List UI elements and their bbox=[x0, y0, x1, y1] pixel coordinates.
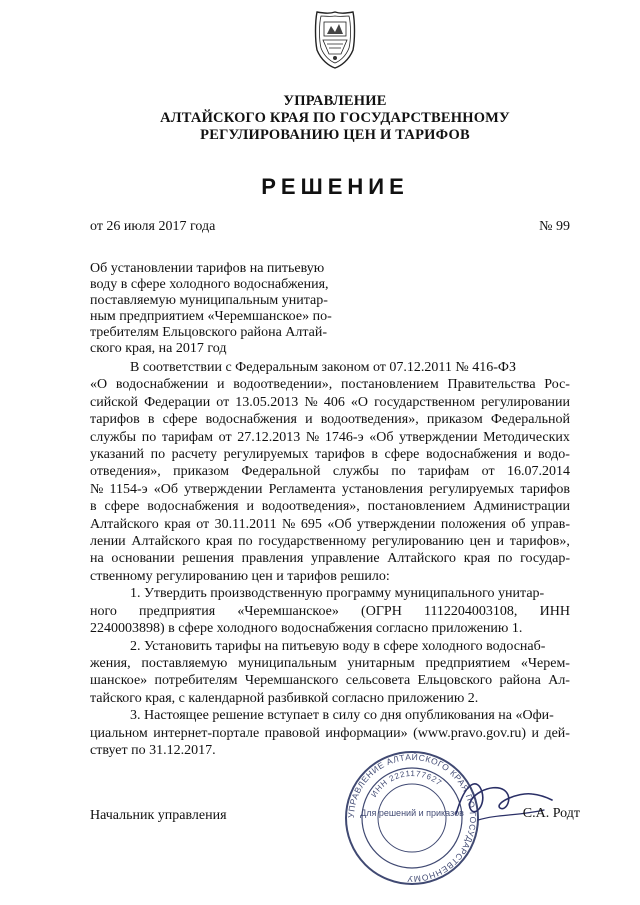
svg-text:ИНН 2221177627 bbox=[369, 769, 443, 799]
body-line: указаний по расчету регулируемых тарифов в сфере водоснабжения и водо- bbox=[90, 447, 570, 463]
body-line: циальном интернет-портале правовой информации» (www.pravo.gov.ru) и дей- bbox=[90, 725, 570, 741]
body-line: ного предприятия «Черемшанское» (ОГРН 1112204003108, ИНН bbox=[90, 603, 570, 619]
subject-line: воду в сфере холодного водоснабжения, bbox=[90, 277, 329, 292]
body-line: 1. Утвердить производственную программу муниципального унитар- bbox=[130, 586, 545, 602]
document-date: от 26 июля 2017 года bbox=[90, 219, 216, 234]
document-type-title: РЕШЕНИЕ bbox=[261, 174, 409, 199]
agency-line: УПРАВЛЕНИЕ bbox=[283, 93, 387, 109]
signer-name: С.А. Родт bbox=[522, 806, 580, 821]
body-line: ствует по 31.12.2017. bbox=[90, 742, 216, 758]
body-line: 2. Установить тарифы на питьевую воду в сфере холодного водоснаб- bbox=[130, 638, 546, 654]
agency-line: РЕГУЛИРОВАНИЮ ЦЕН И ТАРИФОВ bbox=[200, 127, 470, 143]
seal-inn-text: ИНН 2221177627 bbox=[369, 768, 444, 799]
body-line: «О водоснабжении и водоотведении», постановлением Правительства Рос- bbox=[90, 377, 570, 393]
body-line: жения, поставляемую муниципальным унитарным предприятием «Черем- bbox=[90, 655, 570, 671]
body-line: в сфере водоснабжения и водоотведения», постановлением Администрации bbox=[90, 499, 570, 515]
body-line: сийской Федерации от 13.05.2013 № 406 «О государственном регулировании bbox=[90, 394, 570, 410]
body-line: на основании решения правления управление Алтайского края по государ- bbox=[90, 551, 570, 567]
body-line: службы по тарифам от 27.12.2013 № 1746-э «Об утверждении Методических bbox=[90, 429, 570, 445]
body-line: ственному регулированию цен и тарифов решило: bbox=[90, 568, 390, 584]
signer-position: Начальник управления bbox=[90, 808, 227, 823]
document-number: № 99 bbox=[539, 219, 570, 234]
body-line: Алтайского края от 30.11.2011 № 695 «Об утверждении положения об управ- bbox=[90, 516, 570, 532]
body-line: 2240003898) в сфере холодного водоснабжения согласно приложению 1. bbox=[90, 621, 523, 637]
agency-name bbox=[120, 93, 550, 144]
subject-line: Об установлении тарифов на питьевую bbox=[90, 261, 325, 276]
body-line: шанское» потребителям Черемшанского сельсовета Ельцовского района Ал- bbox=[90, 673, 570, 689]
document-subject bbox=[90, 261, 350, 357]
subject-line: ского края, на 2017 год bbox=[90, 341, 227, 356]
seal-outer-text: УПРАВЛЕНИЕ АЛТАЙСКОГО КРАЯ ПО ГОСУДАРСТВЕННОМУ bbox=[345, 751, 479, 885]
subject-line: поставляемую муниципальным унитар- bbox=[90, 293, 328, 308]
subject-line: ным предприятием «Черемшанское» по- bbox=[90, 309, 332, 324]
body-line: В соответствии с Федеральным законом от 07.12.2011 № 416-ФЗ bbox=[130, 360, 516, 375]
agency-line: АЛТАЙСКОГО КРАЯ ПО ГОСУДАРСТВЕННОМУ bbox=[160, 110, 510, 126]
body-line: тарифов в сфере водоснабжения и водоотведения», приказом Федеральной bbox=[90, 412, 570, 428]
body-line: лении Алтайского края по государственному регулированию цен и тарифов», bbox=[90, 534, 570, 550]
document-body bbox=[90, 359, 570, 759]
body-line: 3. Настоящее решение вступает в силу со дня опубликования на «Офи- bbox=[130, 708, 554, 724]
body-line: № 1154-э «Об утверждении Регламента установления регулируемых тарифов bbox=[90, 481, 570, 497]
seal-center-text: Для решений и приказов bbox=[360, 808, 464, 818]
coat-of-arms-emblem-icon bbox=[311, 10, 359, 70]
body-line: тайского края, с календарной разбивкой согласно приложению 2. bbox=[90, 690, 479, 706]
subject-line: требителям Ельцовского района Алтай- bbox=[90, 325, 328, 340]
body-line: отведения», приказом Федеральной службы по тарифам от 16.07.2014 bbox=[90, 464, 570, 480]
